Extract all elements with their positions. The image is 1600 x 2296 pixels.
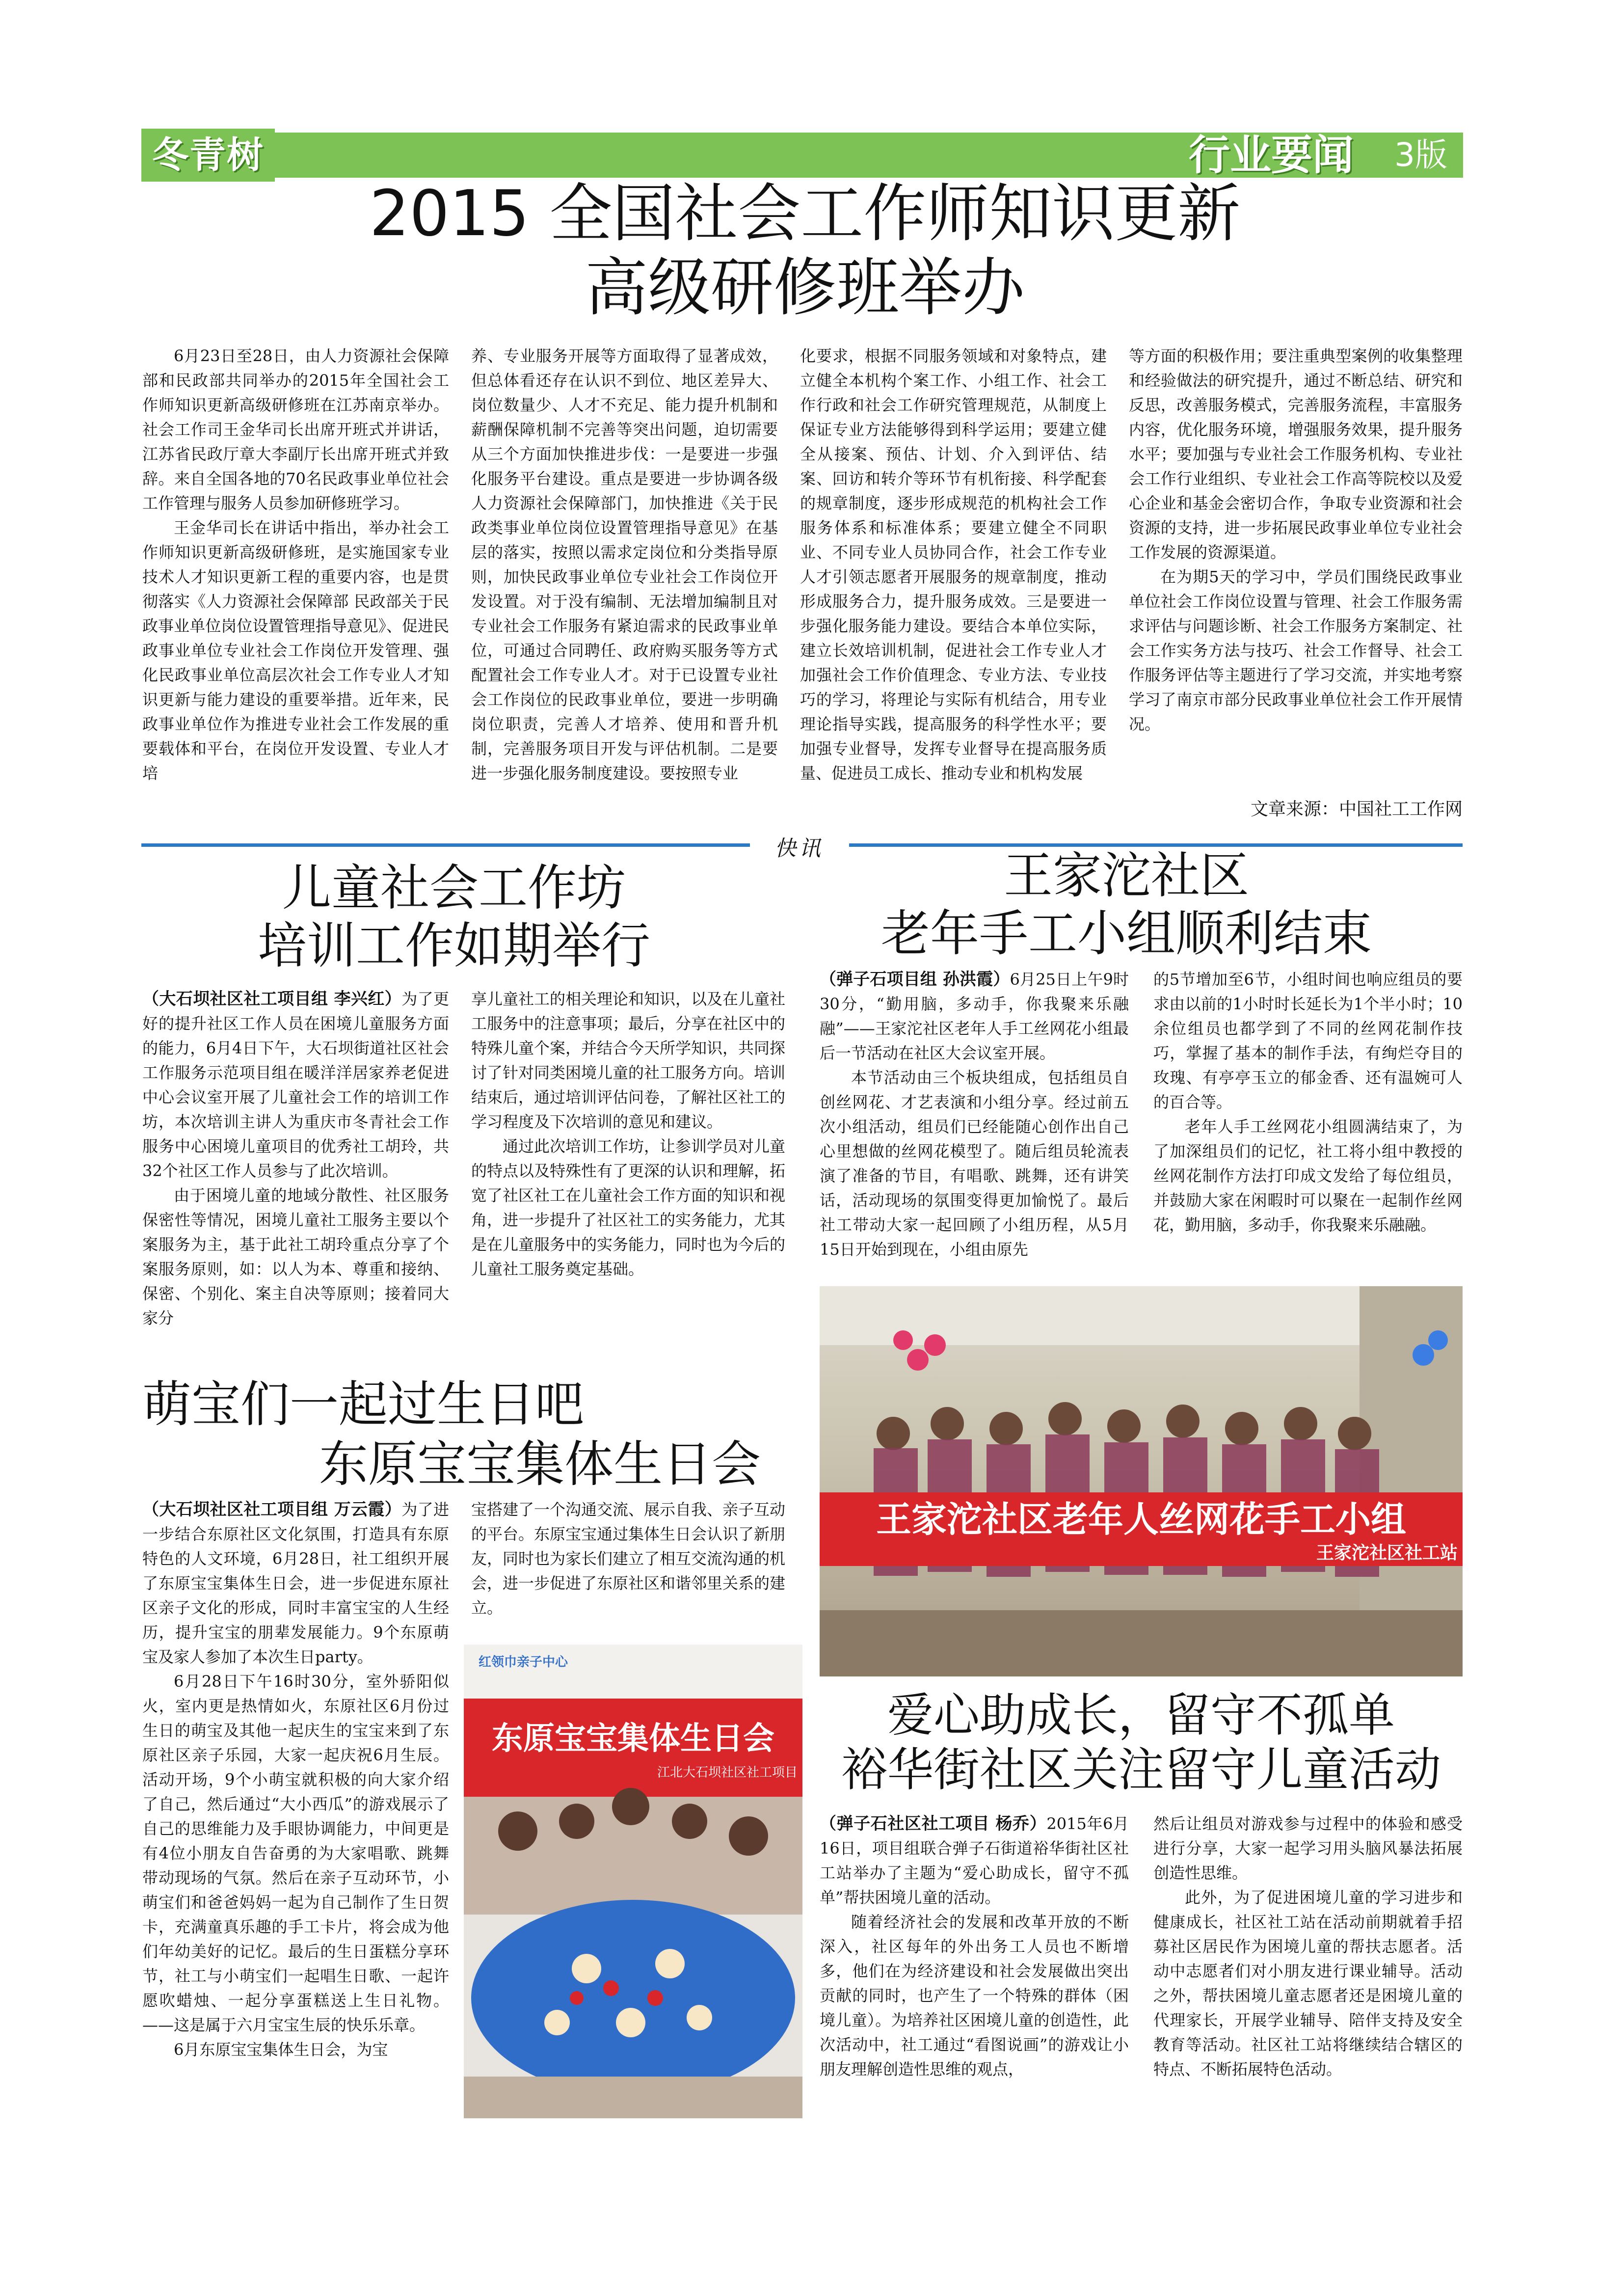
photo-illustration [820,1286,1463,1676]
article2-column-2 [471,987,785,1281]
article2-title-line1: 儿童社会工作坊 [282,859,626,917]
masthead-logo: 冬青树 [141,129,275,182]
paragraph: 6月23日至28日，由人力资源社会保障部和民政部共同举办的2015年全国社会工作师知识更新高级研修班在江苏南京举办。社会工作司王金华司长出席开班式并讲话，江苏省民政厅章大李副厅长出席开班式并致辞。来自全国各地的70名民政事业单位社会工作管理与服务人员参加研修班学习。 [142,347,449,513]
article1-headline [196,177,1413,325]
divider-line [141,843,750,847]
paragraph: 本节活动由三个板块组成，包括组员自创丝网花、才艺表演和小组分享。经过前五次小组活动，组员们已经能随心创作出自己心里想做的丝网花模型了。随后组员轮流表演了准备的节目，有唱歌、跳舞，还有讲笑话，活动现场的氛围变得更加愉悦了。最后社工带动大家一起回顾了小组历程，从5月15日开始到现在，小组由原先 [820,1068,1129,1259]
paragraph [820,1811,1129,1910]
byline: （大石坝社区社工项目组 李兴红） [142,989,402,1009]
article4-title-line1: 萌宝们一起过生日吧 [142,1376,584,1433]
article4-column-1 [142,1497,449,2062]
paragraph: 在为期5天的学习中，学员们围绕民政事业单位社会工作岗位设置与管理、社会工作服务需求评估与问题诊断、社会工作服务方案制定、社会工作实务方法与技巧、社会工作督导、社会工作服务评估等主题进行了学习交流，并实地考察学习了南京市部分民政事业单位社会工作开展情况。 [1129,567,1463,733]
article2-title-line2: 培训工作如期举行 [258,917,650,974]
paragraph: 享儿童社工的相关理论和知识，以及在儿童社工服务中的注意事项；最后，分享在社区中的特殊儿童个案，并结合今天所学知识，共同探讨了针对同类困境儿童的社工服务方向。培训结束后，通过培训评估问卷，了解社区社工的学习程度及下次培训的意见和建议。 [471,990,786,1131]
byline: （弹子石社区社工项目 杨乔） [820,1814,1047,1834]
paragraph: 养、专业服务开展等方面取得了显著成效，但总体看还存在认识不到位、地区差异大、岗位数量少、人才不充足、能力提升机制和薪酬保障机制不完善等突出问题，迫切需要从三个方面加快推进步伐：一是要进一步强化服务平台建设。重点是要进一步协调各级人力资源社会保障部门，加快推进《关于民政类事业单位岗位设置管理指导意见》在基层的落实，按照以需求定岗位和分类指导原则，加快民政事业单位专业社会工作岗位开发设置。对于没有编制、无法增加编制且对专业社会工作服务有紧迫需求的民政事业单位，可通过合同聘任、政府购买服务等方式配置社会工作专业人才。对于已设置专业社会工作岗位的民政事业单位，要进一步明确岗位职责，完善人才培养、使用和晋升机制，完善服务项目开发与评估机制。二是要进一步强化服务制度建设。要按照专业 [471,347,778,783]
article2-column-1 [142,987,449,1330]
paragraph: 等方面的积极作用；要注重典型案例的收集整理和经验做法的研究提升，通过不断总结、研究和反思，改善服务模式，完善服务流程，丰富服务内容，优化服务环境，增强服务效果，提升服务水平；要加强与专业社会工作服务机构、专业社会工作行业组织、专业社会工作高等院校以及爱心企业和基金会密切合作，争取专业资源和社会资源的支持，进一步拓展民政事业单位专业社会工作发展的资源渠道。 [1129,347,1463,562]
paragraph-text: 6月25日上午9时30分，“勤用脑，多动手，你我聚来乐融融”——王家沱社区老年人手工丝网花小组最后一节活动在社区大会议室开展。 [820,970,1129,1062]
paragraph: 随着经济社会的发展和改革开放的不断深入，社区每年的外出务工人员也不断增多，他们在为经济建设和社会发展做出突出贡献的同时，也产生了一个特殊的群体（困境儿童）。为培养社区困境儿童的创造性，此次活动中，社工通过“看图说画”的游戏让小朋友理解创造性思维的观点， [820,1913,1129,2079]
paragraph: 6月28日下午16时30分，室外骄阳似火，室内更是热情如火，东原社区6月份过生日的萌宝及其他一起庆生的宝宝来到了东原社区亲子乐园，大家一起庆祝6月生辰。活动开场，9个小萌宝就积极的向大家介绍了自己，然后通过“大小西瓜”的游戏展示了自己的思维能力及手眼协调能力，中间更是有4位小朋友自告奋勇的为大家唱歌、跳舞带动现场的气氛。然后在亲子互动环节，小萌宝们和爸爸妈妈一起为自己制作了生日贺卡，充满童真乐趣的手工卡片，将会成为他们年幼美好的记忆。最后的生日蛋糕分享环节，社工与小萌宝们一起唱生日歌、一起许愿吹蜡烛、一起分享蛋糕送上生日礼物。——这是属于六月宝宝生辰的快乐乐章。 [142,1672,449,2034]
article5-title-line2: 裕华街社区关注留守儿童活动 [841,1743,1441,1797]
article1-title-line1: 2015 全国社会工作师知识更新 [369,177,1241,250]
article5-column-1 [820,1811,1129,2081]
paragraph: 此外，为了促进困境儿童的学习进步和健康成长，社区社工站在活动前期就着手招募社区居民作为困境儿童的帮扶志愿者。活动中志愿者们对小朋友进行课业辅导。活动之外，帮扶困境儿童志愿者还是困境儿童的代理家长，开展学业辅导、陪伴支持及安全教育等活动。社区社工站将继续结合辖区的特点、不断拓展特色活动。 [1153,1888,1463,2079]
article1-column-3 [800,344,1107,785]
paragraph: 通过此次培训工作坊，让参训学员对儿童的特点以及特殊性有了更深的认识和理解，拓宽了社区社工在儿童社会工作方面的知识和视角，进一步提升了社区社工的实务能力，尤其是在儿童服务中的实务能力，同时也为今后的儿童社工服务奠定基础。 [471,1137,786,1278]
byline: （弹子石项目组 孙洪霞） [820,970,1010,989]
article1-column-2 [471,344,778,785]
divider-line [849,843,1463,847]
paragraph: 的5节增加至6节，小组时间也响应组员的要求由以前的1小时时长延长为1个半小时；10余位组员也都学到了不同的丝网花制作技巧，掌握了基本的制作手法，有绚烂夺目的玫瑰、有亭亭玉立的郁金香、还有温婉可人的百合等。 [1153,970,1463,1111]
paragraph: 宝搭建了一个沟通交流、展示自我、亲子互动的平台。东原宝宝通过集体生日会认识了新朋友，同时也为家长们建立了相互交流沟通的机会，进一步促进了东原社区和谐邻里关系的建立。 [471,1500,786,1617]
article3-column-1 [820,967,1129,1262]
article1-title-line2: 高级研修班举办 [585,251,1025,325]
paragraph [820,967,1129,1065]
byline: （大石坝社区社工项目组 万云霞） [142,1500,402,1519]
paragraph: 然后让组员对游戏参与过程中的体验和感受进行分享，大家一起学习用头脑风暴法拓展创造性思维。 [1153,1814,1463,1882]
photo-banner-subtext: 江北大石坝社区社工项目 [657,1765,798,1780]
paragraph: 6月东原宝宝集体生日会，为宝 [174,2040,388,2059]
paragraph: 王金华司长在讲话中指出，举办社会工作师知识更新高级研修班，是实施国家专业技术人才知识更新工程的重要内容，也是贯彻落实《人力资源社会保障部 民政部关于民政事业单位岗位设置管理指导意见》、促进民政事业单位专业社会工作岗位开发管理、强化民政事业单位高层次社会工作专业人才知识更新与能力建设的重要举措。近年来，民政事业单位作为推进专业社会工作发展的重要载体和平台，在岗位开发设置、专业人才培 [142,518,449,783]
paragraph-text: 为了进一步结合东原社区文化氛围，打造具有东原特色的人文环境，6月28日，社工组织开展了东原宝宝集体生日会，进一步促进东原社区亲子文化的形成，同时丰富宝宝的人生经历，提升宝宝的朋辈发展能力。9个东原萌宝及家人参加了本次生日party。 [142,1500,449,1666]
article2-headline [206,859,702,975]
venue-sign: 红领巾亲子中心 [479,1655,568,1670]
article4-headline [142,1375,795,1494]
paragraph [142,987,449,1183]
article-source: 文章来源：中国社工工作网 [1250,799,1463,819]
article5-headline [820,1689,1463,1798]
article1-column-1 [142,344,449,785]
article3-column-2 [1153,967,1463,1237]
paragraph-text: 2015年6月16日，项目组联合弹子石街道裕华街社区社工站举办了主题为“爱心助成长，留守不孤单”帮扶困境儿童的活动。 [820,1814,1129,1907]
paragraph: 化要求，根据不同服务领域和对象特点，建立健全本机构个案工作、小组工作、社会工作行政和社会工作研究管理规范，从制度上保证专业方法能够得到科学运用；要建立健全从接案、预估、计划、介入到评估、结案、回访和转介等环节有机衔接、科学配套的规章制度，逐步形成规范的机构社会工作服务体系和标准体系；要建立健全不同职业、不同专业人员协同合作，社会工作专业人才引领志愿者开展服务的规章制度，推动形成服务合力，提升服务成效。三是要进一步强化服务能力建设。要结合本单位实际，建立长效培训机制，促进社会工作专业人才加强社会工作价值理念、专业方法、专业技巧的学习，将理论与实际有机结合，用专业理论指导实践，提高服务的科学性水平；要加强专业督导，发挥专业督导在提高服务质量、促进员工成长、推动专业和机构发展 [800,347,1107,783]
article4-title-line2: 东原宝宝集体生日会 [319,1435,761,1493]
article5-column-2 [1153,1811,1463,2081]
photo-banner-text: 王家沱社区老年人丝网花手工小组 [876,1499,1406,1540]
paragraph-text: 为了更好的提升社区工作人员在困境儿童服务方面的能力，6月4日下午，大石坝街道社区社会工作服务示范项目组在暖洋洋居家养老促进中心会议室开展了儿童社会工作的培训工作坊，本次培训主讲人为重庆市冬青社会工作服务中心困境儿童项目的优秀社工胡玲，共32个社区工作人员参与了此次培训。 [142,990,449,1180]
photo-banner-subtext: 王家沱社区社工站 [1316,1543,1458,1563]
paragraph: 老年人手工丝网花小组圆满结束了，为了加深组员们的记忆，社工将小组中教授的丝网花制作方法打印成文发给了每位组员，并鼓励大家在闲暇时可以聚在一起制作丝网花，勤用脑，多动手，你我聚来乐融融。 [1153,1117,1463,1234]
page-number: 3版 [1394,136,1447,174]
article3-title-line2: 老年手工小组顺利结束 [881,905,1372,962]
article1-column-4 [1129,344,1463,736]
article3-headline [825,847,1428,963]
paragraph [142,1497,449,1669]
group-photo-elderly-craft [820,1286,1463,1676]
article5-title-line1: 爱心助成长，留守不孤单 [887,1689,1395,1742]
news-flash-label: 快讯 [774,836,824,861]
section-title: 行业要闻 [1188,131,1354,179]
article3-title-line1: 王家沱社区 [1004,847,1249,904]
group-photo-birthday-party [464,1645,802,2118]
photo-banner-text: 东原宝宝集体生日会 [492,1721,774,1757]
paragraph: 由于困境儿童的地域分散性、社区服务保密性等情况，困境儿童社工服务主要以个案服务为主，基于此社工胡玲重点分享了个案服务原则，如：以人为本、尊重和接纳、保密、个别化、案主自决等原则；接着同大家分 [142,1186,449,1327]
article4-column-2 [471,1497,785,1620]
